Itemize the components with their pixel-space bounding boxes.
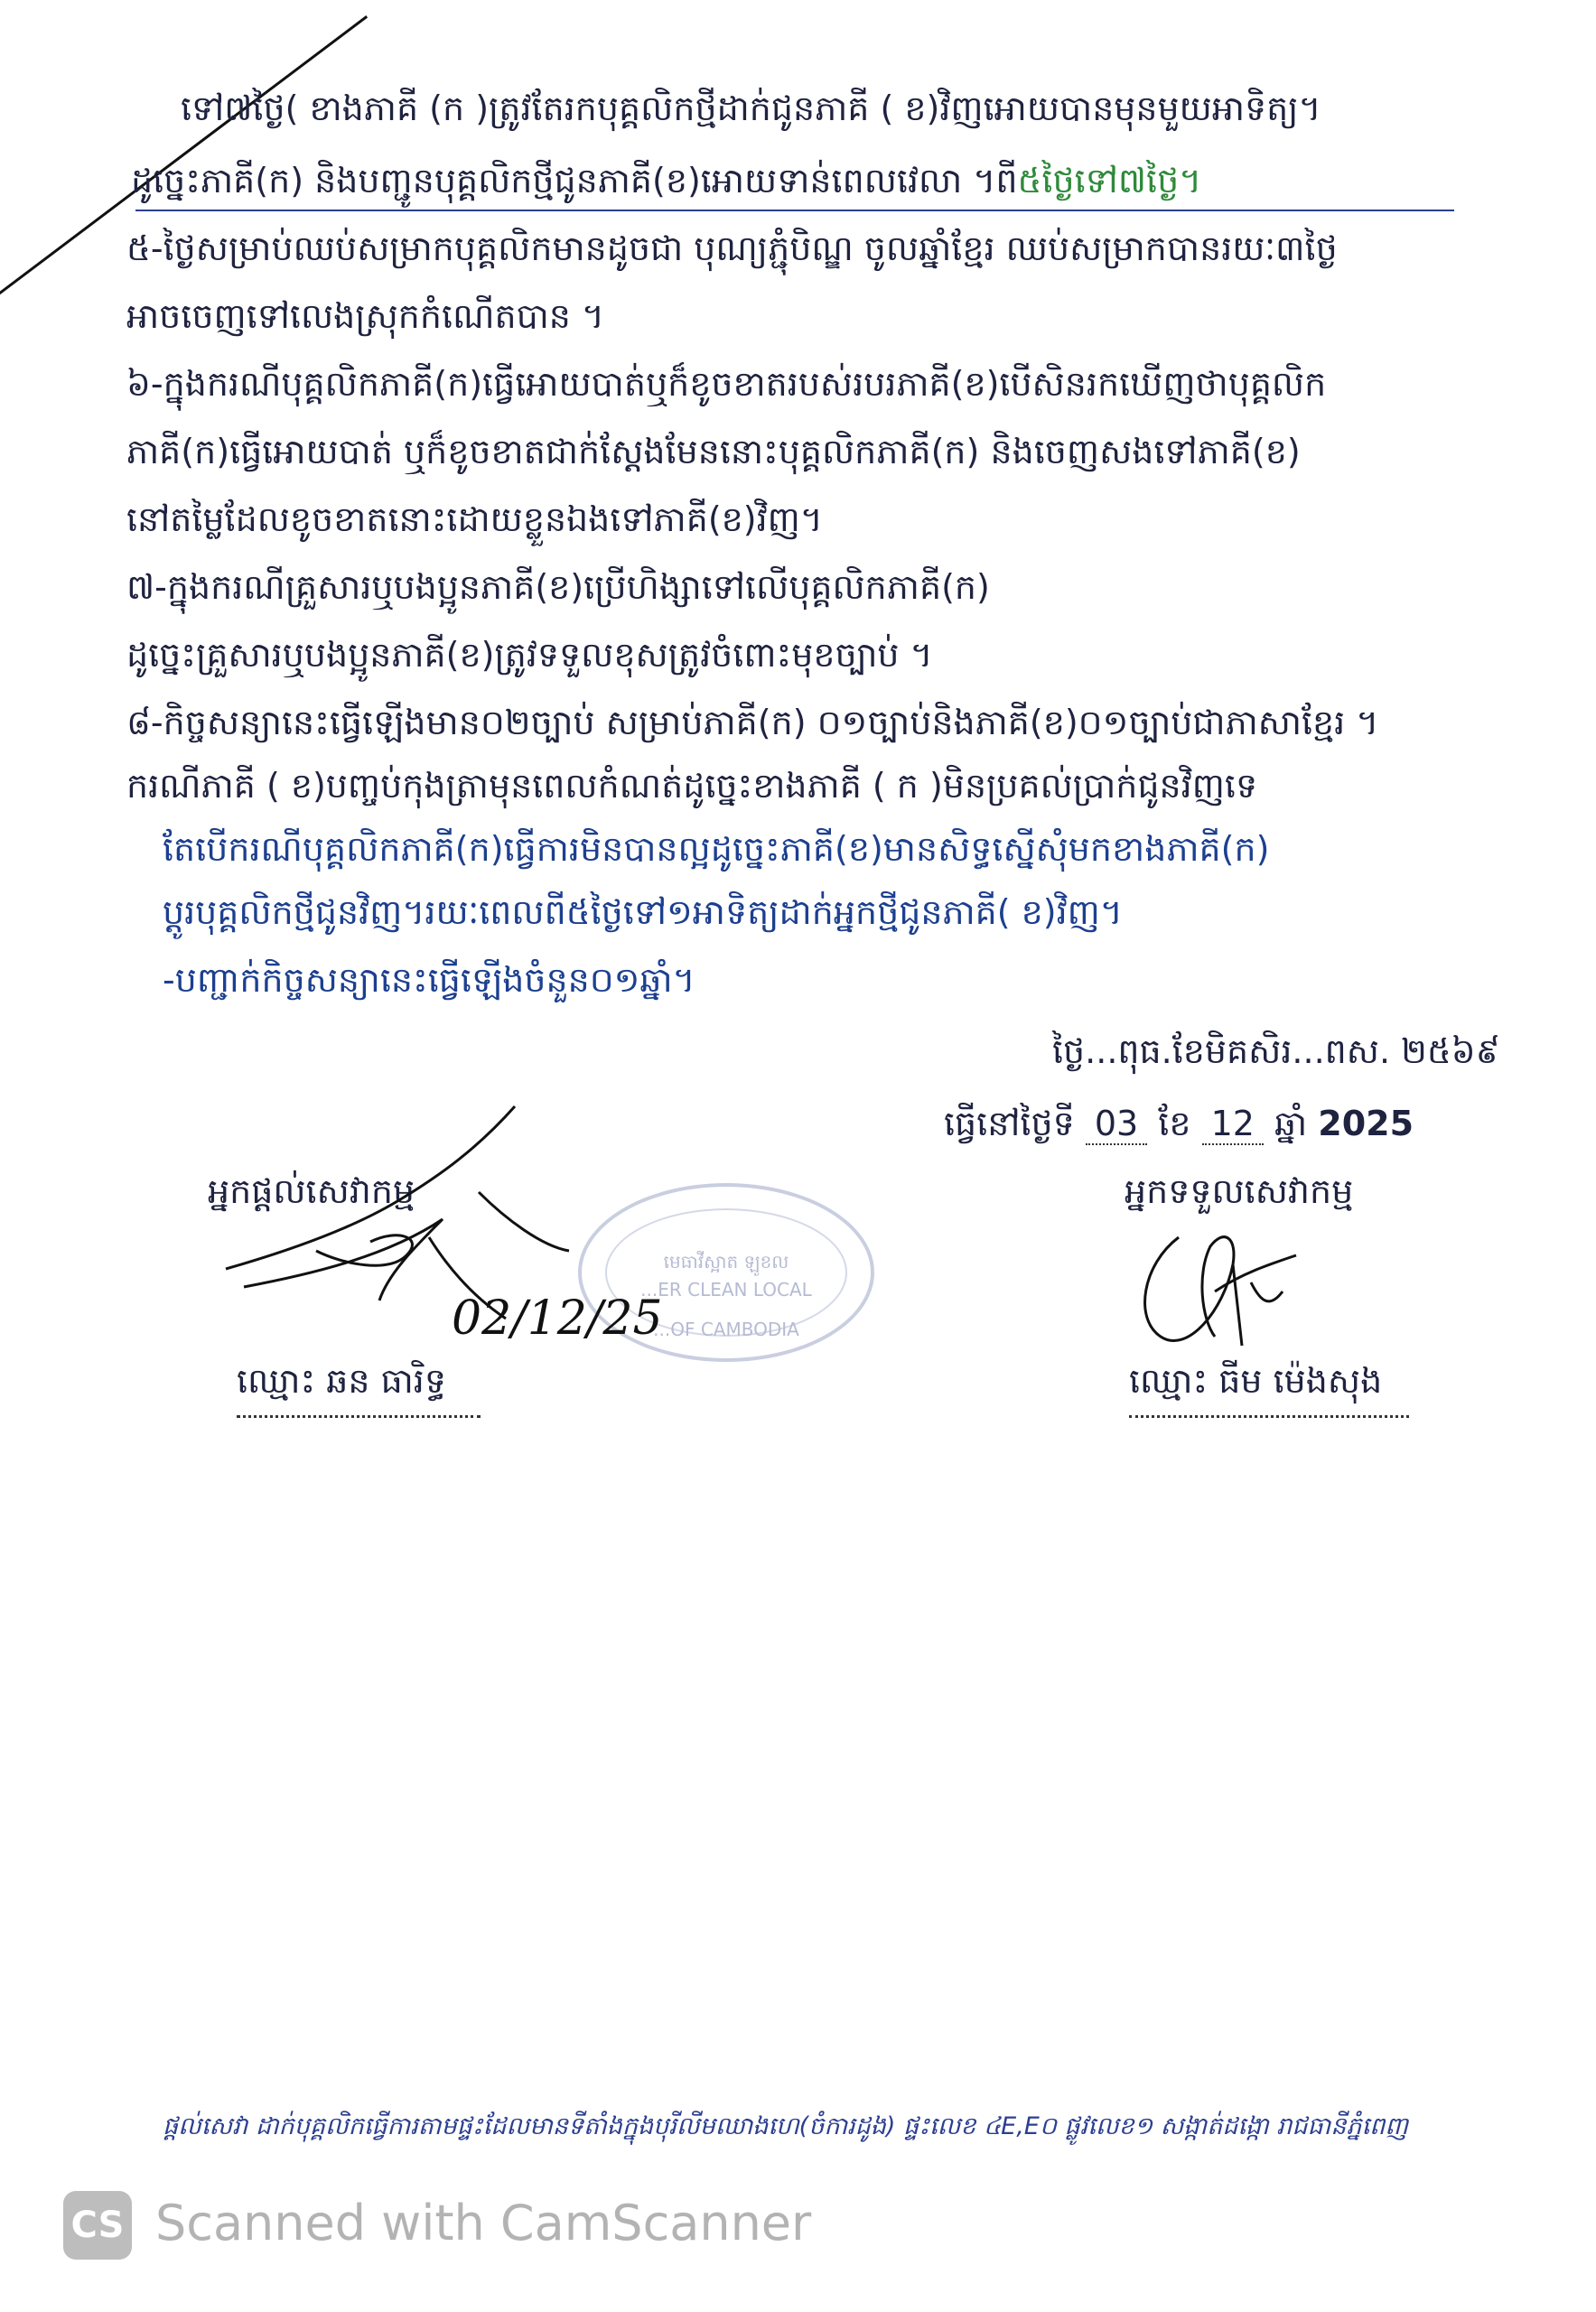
handwritten-addendum-3: -បញ្ជាក់កិច្ចសន្យានេះធ្វើឡើងចំនួន០១ឆ្នាំ។	[163, 960, 695, 1000]
handwritten-underline	[135, 210, 1454, 211]
green-insert: ៥ថ្ងៃទៅ៧ថ្ងៃ។	[1017, 161, 1202, 200]
clause-8-line-1: ៨-កិច្ចសន្យានេះធ្វើឡើងមាន០២ច្បាប់ សម្រាប់ភាគី(ក) ០១ច្បាប់និងភាគី(ខ)០១ច្បាប់ជាភាសាខ្មែរ ។	[126, 703, 1379, 742]
stamp-line-3: ...OF CAMBODIA	[653, 1319, 799, 1340]
handwritten-addendum-2: ប្តូរបុគ្គលិកថ្មីជូនវិញ។រយៈពេលពី៥ថ្ងៃទៅ១អាទិត្យដាក់អ្នកថ្មីជូនភាគី( ខ)វិញ។	[163, 892, 1123, 932]
camscanner-logo: CS	[63, 2191, 132, 2260]
clause-5-line-1: ៥-ថ្ងៃសម្រាប់ឈប់សម្រាកបុគ្គលិកមានដូចជា បុណ្យភ្ជុំបិណ្ឌ ចូលឆ្នាំខ្មែរ ឈប់សម្រាកបានរយៈ៣ថ្ងៃ	[126, 228, 1338, 268]
footer-address: ផ្តល់សេវា ដាក់បុគ្គលិកធ្វើការតាមផ្ទះដែលមានទីតាំងក្នុងបុរីលីមឈាងហេ(ចំការដូង) ផ្ទះលេខ ៤E,E០ ផ្លូវលេខ១ សង្កាត់ដង្កោ រាជធានីភ្នំពេញ	[163, 2112, 1408, 2140]
clause-8-line-2: ករណីភាគី ( ខ)បញ្ចប់កុងត្រាមុនពេលកំណត់ដូច្នេះខាងភាគី ( ក )មិនប្រគល់ប្រាក់ជូនវិញទេ	[126, 766, 1258, 806]
made-on-day: 03	[1086, 1104, 1147, 1145]
clause-5-line-2: អាចចេញទៅលេងស្រុកកំណើតបាន ។	[126, 296, 605, 336]
clause-line-1: ទៅ៧ថ្ងៃ( ខាងភាគី (ក )ត្រូវតែរកបុគ្គលិកថ្មីដាក់ជូនភាគី ( ខ)វិញអោយបានមុនមួយអាទិត្យ។	[181, 89, 1321, 128]
clause-7-line-2: ដូច្នេះគ្រួសារឬបងប្អូនភាគី(ខ)ត្រូវទទួលខុសត្រូវចំពោះមុខច្បាប់ ។	[126, 635, 933, 675]
clause-7-line-1: ៧-ក្នុងករណីគ្រួសារឬបងប្អូនភាគី(ខ)ប្រើហិង្សាទៅលើបុគ្គលិកភាគី(ក)	[126, 567, 990, 607]
made-on-year: 2025	[1318, 1104, 1414, 1143]
clause-6-line-3: នៅតម្លៃដែលខូចខាតនោះដោយខ្លួនឯងទៅភាគី(ខ)វិញ។	[126, 499, 823, 539]
provider-handwritten-date: 02/12/25	[452, 1291, 663, 1346]
made-on-prefix: ធ្វើនៅថ្ងៃទី	[944, 1104, 1075, 1143]
provider-name: ឈ្មោះ ឆន ធារិទ្ធ	[237, 1359, 481, 1418]
made-on-date	[944, 1102, 1414, 1152]
handwritten-addendum-1: តែបើករណីបុគ្គលិកភាគី(ក)ធ្វើការមិនបានល្អដូច្នេះភាគី(ខ)មានសិទ្ធស្នើសុំមកខាងភាគី(ក)	[163, 829, 1270, 869]
stamp-line-2: ...ER CLEAN LOCAL	[640, 1279, 812, 1300]
camscanner-watermark: Scanned with CamScanner	[155, 2195, 812, 2251]
receiver-name: ឈ្មោះ ធីម ម៉េងសុង	[1129, 1359, 1409, 1418]
clause-6-line-2: ភាគី(ក)ធ្វើអោយបាត់ ឬក៏ខូចខាតជាក់ស្តែងមែននោះបុគ្គលិកភាគី(ក) និងចេញសងទៅភាគី(ខ)	[126, 432, 1301, 471]
provider-label: អ្នកផ្តល់សេវាកម្ម	[208, 1171, 415, 1211]
made-on-month: 12	[1202, 1104, 1264, 1145]
receiver-signature	[1125, 1210, 1305, 1364]
stamp-line-1: មេធាវីស្អាត ឡូខល	[663, 1251, 789, 1273]
clause-line-2	[131, 154, 1201, 208]
made-on-month-label: ខែ	[1158, 1104, 1191, 1143]
clause-line-2-text: ដូច្នេះភាគី(ក) និងបញ្ជូនបុគ្គលិកថ្មីជូនភាគី(ខ)អោយទាន់ពេលវេលា ។ពី	[131, 161, 1018, 200]
clause-6-line-1: ៦-ក្នុងករណីបុគ្គលិកភាគី(ក)ធ្វើអោយបាត់ឬក៏ខូចខាតរបស់របរភាគី(ខ)បើសិនរកឃើញថាបុគ្គលិក	[126, 364, 1327, 404]
lunar-date: ថ្ងៃ...ពុធ.ខែមិគសិរ...ពស. ២៥៦៩	[1052, 1031, 1500, 1071]
receiver-label: អ្នកទទួលសេវាកម្ម	[1125, 1171, 1354, 1211]
made-on-year-label: ឆ្នាំ	[1274, 1104, 1308, 1143]
